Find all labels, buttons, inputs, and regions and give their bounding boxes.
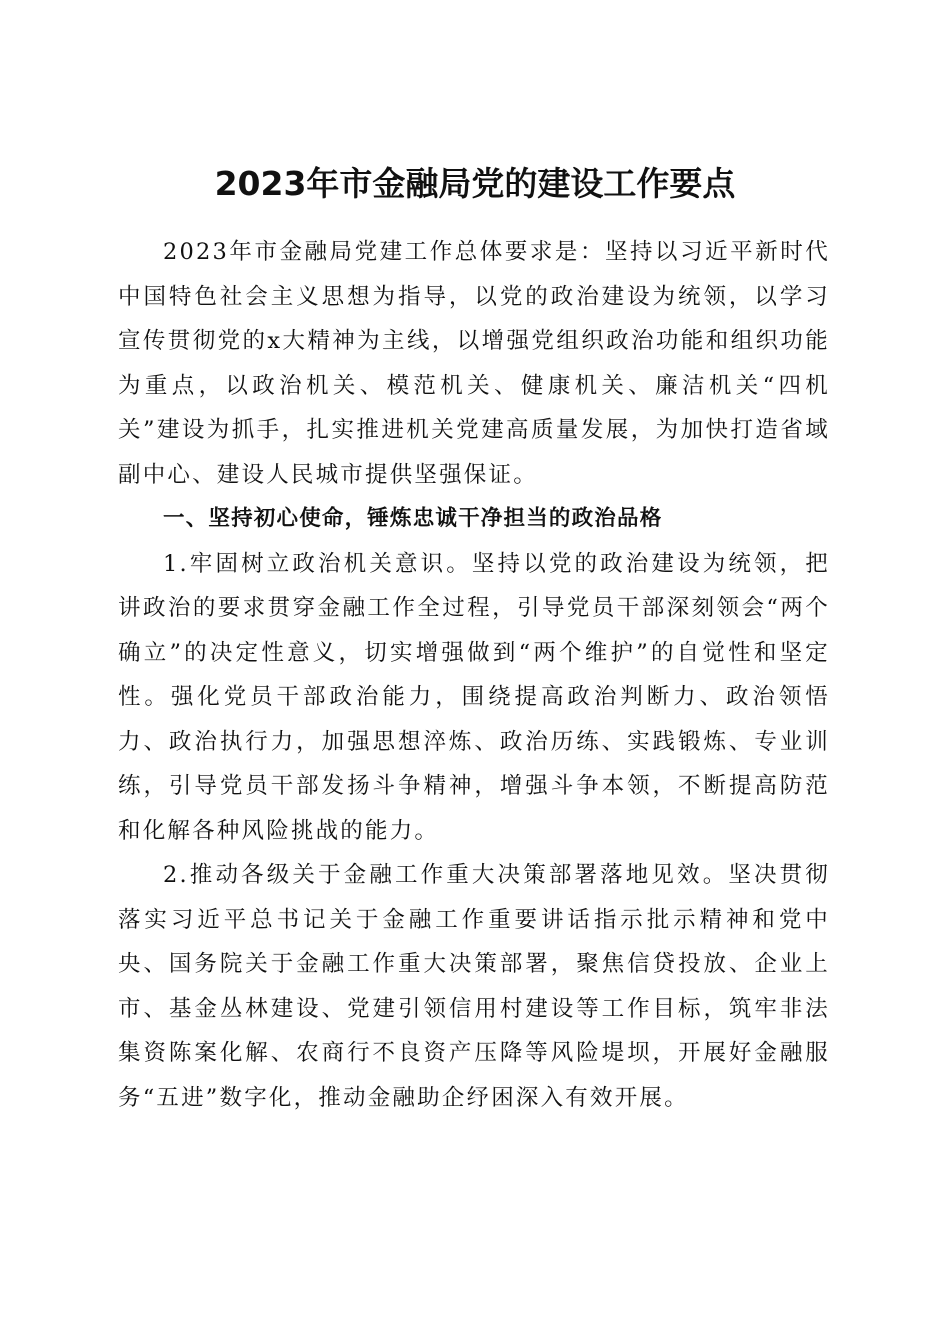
document-title: 2023年市金融局党的建设工作要点 bbox=[214, 164, 736, 204]
section-heading: 一、坚持初心使命，锤炼忠诚干净担当的政治品格 bbox=[163, 506, 663, 531]
document-body bbox=[118, 230, 830, 1120]
intro-paragraph: 2023年市金融局党建工作总体要求是：坚持以习近平新时代中国特色社会主义思想为指导，以党的政治建设为统领，以学习宣传贯彻党的x大精神为主线，以增强党组织政治功能和组织功能为重点，以政治机关、模范机关、健康机关、廉洁机关“四机关”建设为抓手，扎实推进机关党建高质量发展，为加快打造省域副中心、建设人民城市提供坚强保证。 bbox=[118, 239, 830, 488]
section-item-2: 2.推动各级关于金融工作重大决策部署落地见效。坚决贯彻落实习近平总书记关于金融工作重要讲话指示批示精神和党中央、国务院关于金融工作重大决策部署，聚焦信贷投放、企业上市、基金丛林建设、党建引领信用村建设等工作目标，筑牢非法集资陈案化解、农商行不良资产压降等风险堤坝，开展好金融服务“五进”数字化，推动金融助企纾困深入有效开展。 bbox=[118, 862, 830, 1111]
section-item-1: 1.牢固树立政治机关意识。坚持以党的政治建设为统领，把讲政治的要求贯穿金融工作全过程，引导党员干部深刻领会“两个确立”的决定性意义，切实增强做到“两个维护”的自觉性和坚定性。强化党员干部政治能力，围绕提高政治判断力、政治领悟力、政治执行力，加强思想淬炼、政治历练、实践锻炼、专业训练，引导党员干部发扬斗争精神，增强斗争本领，不断提高防范和化解各种风险挑战的能力。 bbox=[118, 550, 830, 844]
